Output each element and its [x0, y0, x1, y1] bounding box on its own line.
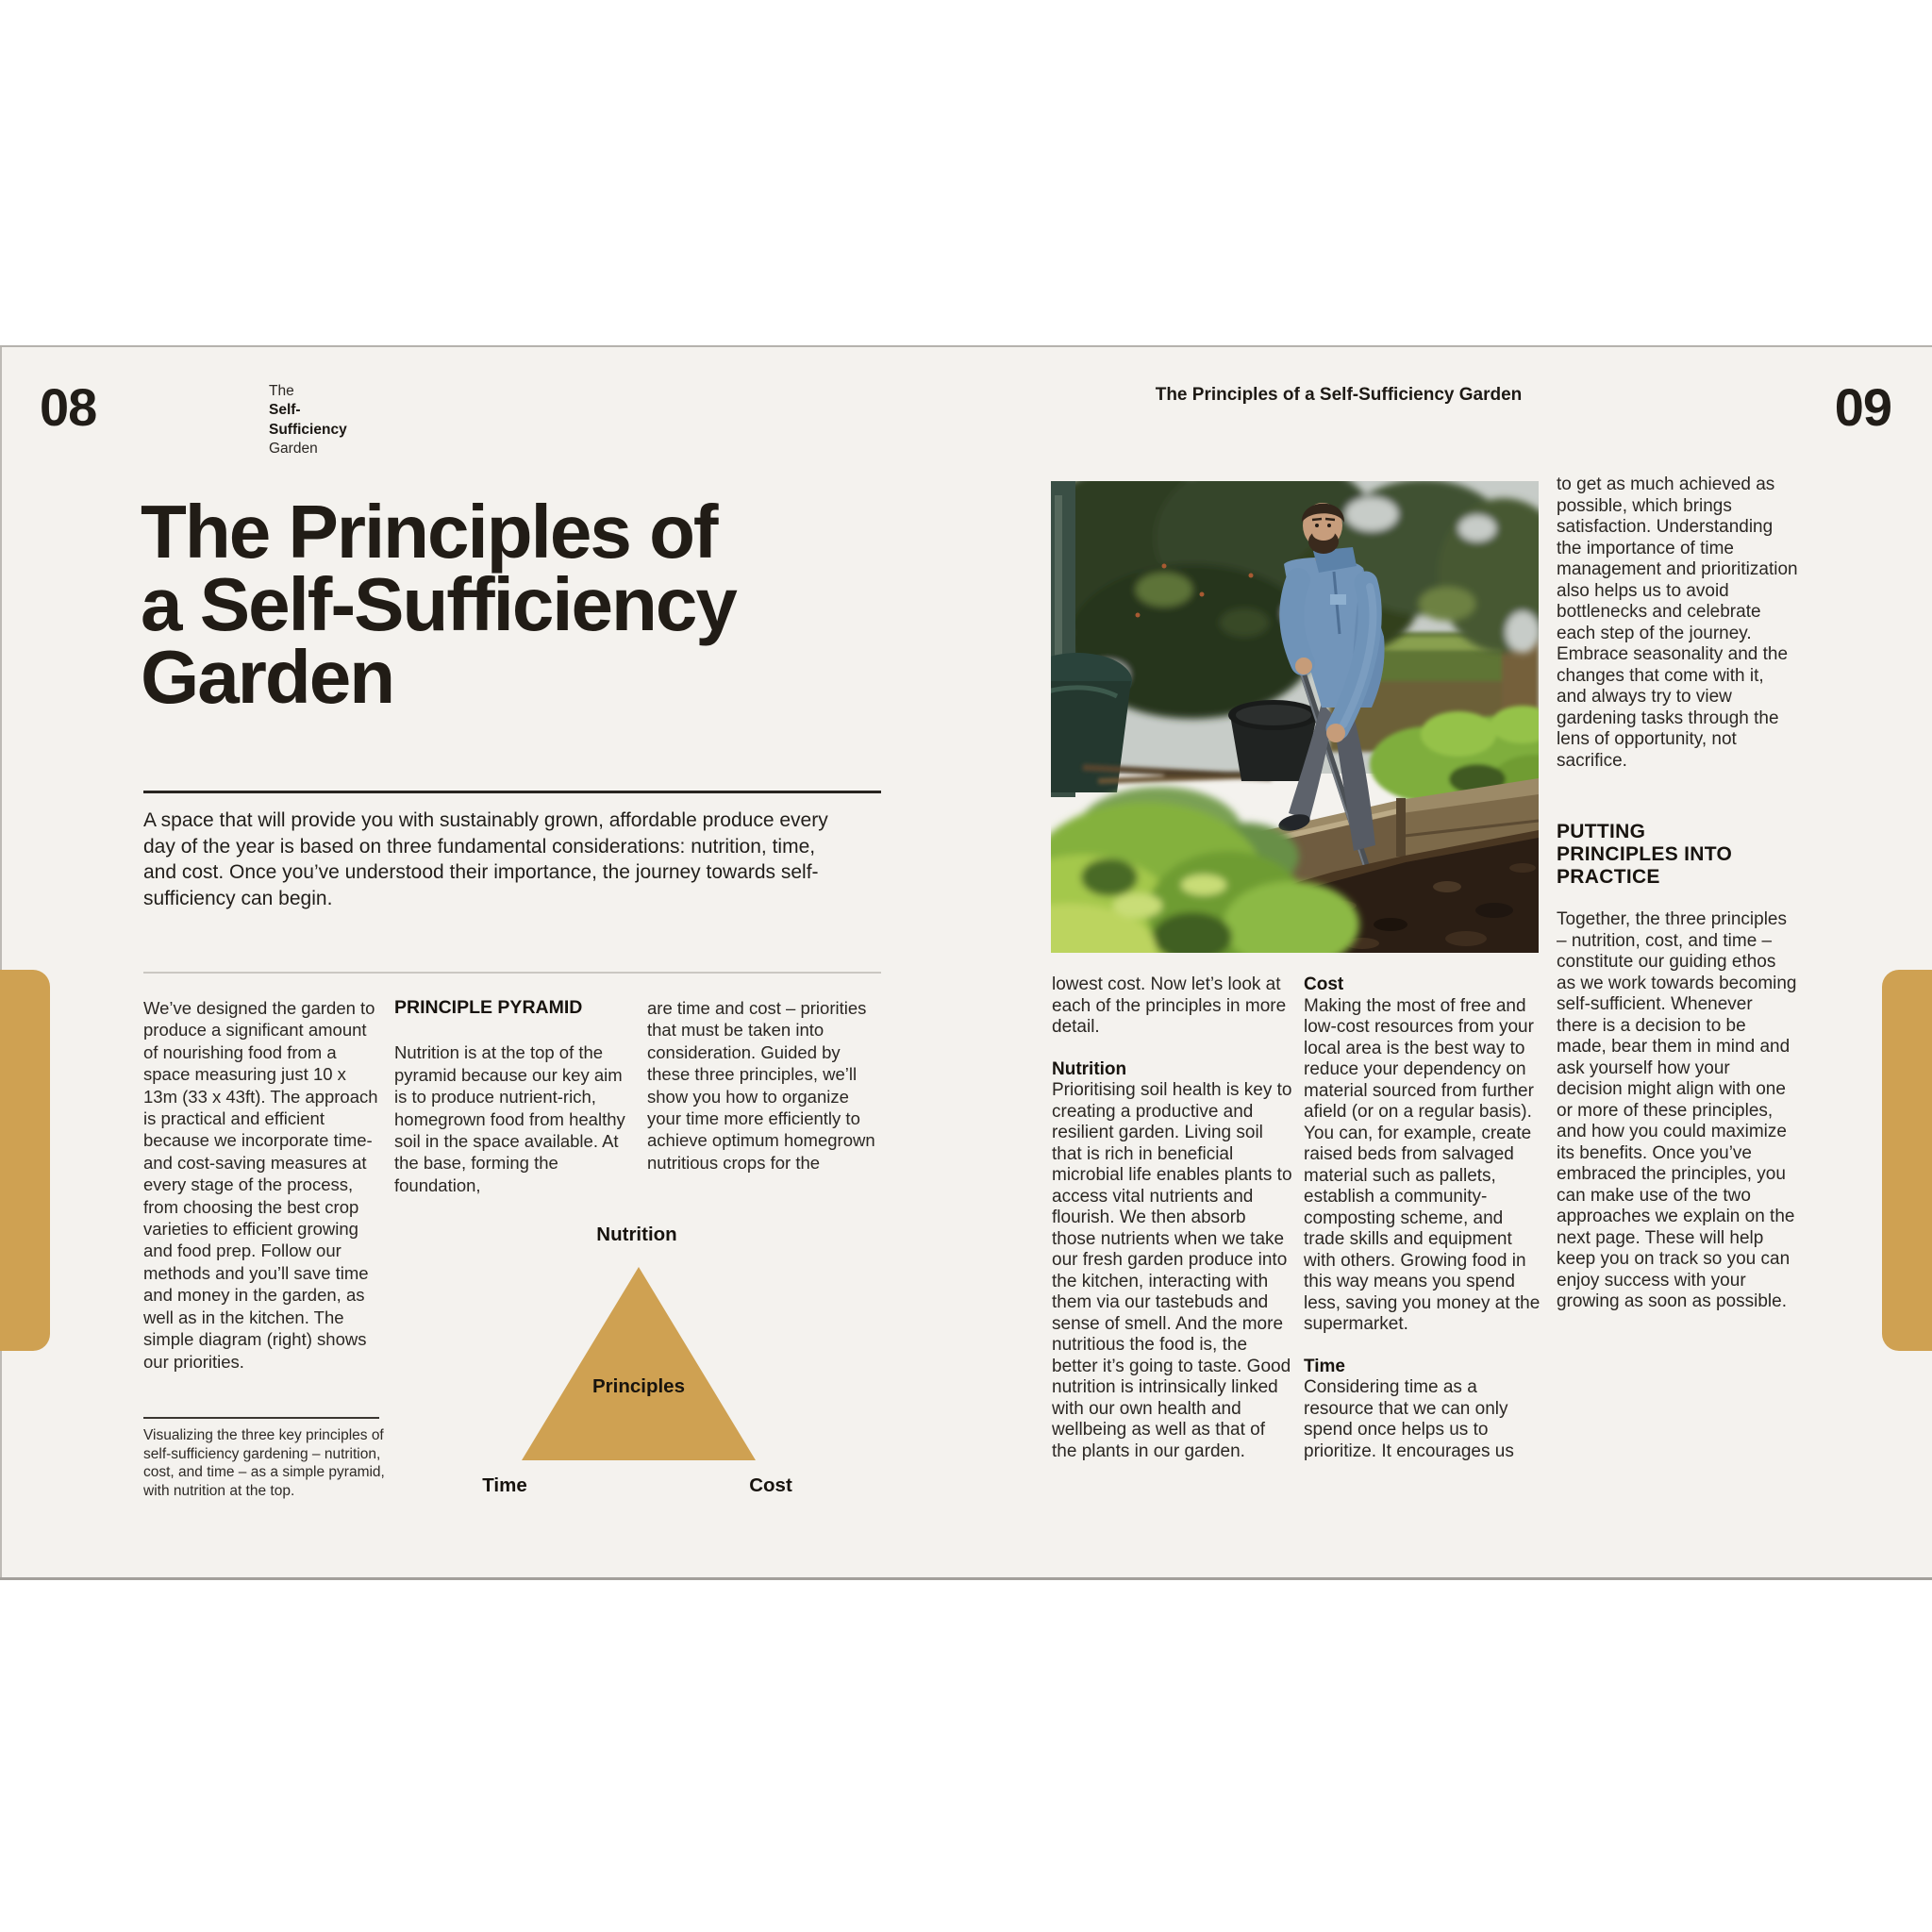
- chapter-tab-right: [1882, 970, 1932, 1351]
- cost-subheading: Cost: [1304, 974, 1344, 994]
- right-column-2: [1304, 974, 1545, 1462]
- page-title-line: The Principles of: [141, 490, 717, 574]
- page-title: [141, 490, 736, 719]
- garden-photo-illustration: [1051, 481, 1539, 953]
- page-title-line: Garden: [141, 635, 394, 719]
- body-paragraph: lowest cost. Now let’s look at each of the principles in more detail.: [1052, 974, 1287, 1037]
- page-number-right: 09: [1834, 377, 1891, 437]
- right-column-3: [1557, 475, 1798, 1313]
- pyramid-label-cost: Cost: [749, 1474, 792, 1496]
- columns-divider: [143, 972, 881, 974]
- chapter-tab-left: [0, 970, 50, 1351]
- spread-left-edge: [0, 347, 2, 1577]
- book-brand-block: [269, 382, 347, 458]
- practice-heading-line: PRINCIPLES INTO: [1557, 843, 1733, 865]
- body-paragraph: are time and cost – priorities that must be taken into consideration. Guided by these three principles, we’ll show you how to organize your time more efficiently to achieve optimum homegrown nutritious crops for the: [647, 998, 875, 1173]
- body-paragraph: Considering time as a resource that we can only spend once helps us to prioritize. It encourages us: [1304, 1377, 1514, 1461]
- caption-rule: [143, 1417, 379, 1419]
- brand-line: Sufficiency: [269, 421, 347, 438]
- pyramid-label-nutrition: Nutrition: [596, 1224, 677, 1245]
- time-subheading: Time: [1304, 1356, 1346, 1376]
- diagram-caption: Visualizing the three key principles of self-sufficiency gardening – nutrition, cost, and time – as a simple pyramid, with nutrition at the top.: [143, 1427, 385, 1499]
- practice-heading-line: PRACTICE: [1557, 866, 1660, 888]
- right-column-1: [1052, 974, 1293, 1462]
- left-column-1: [143, 997, 381, 1373]
- body-paragraph: to get as much achieved as possible, which brings satisfaction. Understanding the importance of time management and prioritization also helps us to avoid bottlenecks and celebrate each step of the journey. Embrace seasonality and the changes that come with it, and always try to view gardening tasks through the lens of opportunity, not sacrifice.: [1557, 475, 1798, 771]
- left-column-3: [647, 997, 885, 1174]
- pyramid-label-time: Time: [482, 1474, 527, 1496]
- body-paragraph: Making the most of free and low-cost resources from your local area is the best way to reduce your dependency on material sourced from further afield (or on a regular basis). You can, for example, create raised beds from salvaged material such as pallets, establish a community-composting scheme, and trade skills and equipment with others. Growing food in this way means you spend less, saving you money at the supermarket.: [1304, 995, 1541, 1334]
- page-number-left: 08: [40, 377, 97, 437]
- brand-line: The: [269, 383, 294, 399]
- principle-pyramid-heading: PRINCIPLE PYRAMID: [394, 997, 583, 1018]
- practice-heading-line: PUTTING: [1557, 821, 1646, 842]
- intro-paragraph: A space that will provide you with sustainably grown, affordable produce every day of the year is based on three fundamental considerations: nutrition, time, and cost. Once you’ve understood their importance, the journey towards self-sufficiency can begin.: [143, 809, 828, 909]
- pyramid-triangle: [522, 1267, 756, 1460]
- title-rule: [143, 791, 881, 793]
- body-paragraph: Nutrition is at the top of the pyramid because our key aim is to produce nutrient-rich, homegrown food from healthy soil in the space available. At the base, forming the foundation,: [394, 1042, 625, 1195]
- brand-line: Self-: [269, 402, 301, 419]
- running-head: The Principles of a Self-Sufficiency Garden: [1155, 385, 1523, 405]
- garden-photo: [1051, 481, 1539, 953]
- body-paragraph: Together, the three principles – nutrition, cost, and time – constitute our guiding ethos as we work towards becoming self-sufficient. Whenever there is a decision to be made, bear them in mind and ask yourself how your decision might align with one or more of these principles, and how you could maximize its benefits. Once you’ve embraced the principles, you can make use of the two approaches we explain on the next page. These will help keep you on track so you can enjoy success with your growing as soon as possible.: [1557, 909, 1797, 1311]
- pyramid-label-principles: Principles: [592, 1375, 685, 1397]
- page-title-line: a Self-Sufficiency: [141, 562, 736, 646]
- practice-heading: [1557, 821, 1798, 889]
- body-paragraph: We’ve designed the garden to produce a significant amount of nourishing food from a space measuring just 10 x 13m (33 x 43ft). The approach is practical and efficient because we incorporate time- and cost-saving measures at every stage of the process, from choosing the best crop varieties to efficient growing and food prep. Follow our methods and you’ll save time and money in the garden, as well as in the kitchen. The simple diagram (right) shows our priorities.: [143, 998, 378, 1372]
- left-column-2: [394, 997, 634, 1196]
- brand-line: Garden: [269, 440, 318, 457]
- body-paragraph: Prioritising soil health is key to creating a productive and resilient garden. Living soil that is rich in beneficial microbial life enables plants to access vital nutrients and flourish. We then absorb those nutrients when we take our fresh garden produce into the kitchen, interacting with them via our tastebuds and sense of smell. And the more nutritious the food is, the better it’s going to taste. Good nutrition is intrinsically linked with our own health and wellbeing as well as that of the plants in our garden.: [1052, 1080, 1292, 1461]
- nutrition-subheading: Nutrition: [1052, 1058, 1127, 1079]
